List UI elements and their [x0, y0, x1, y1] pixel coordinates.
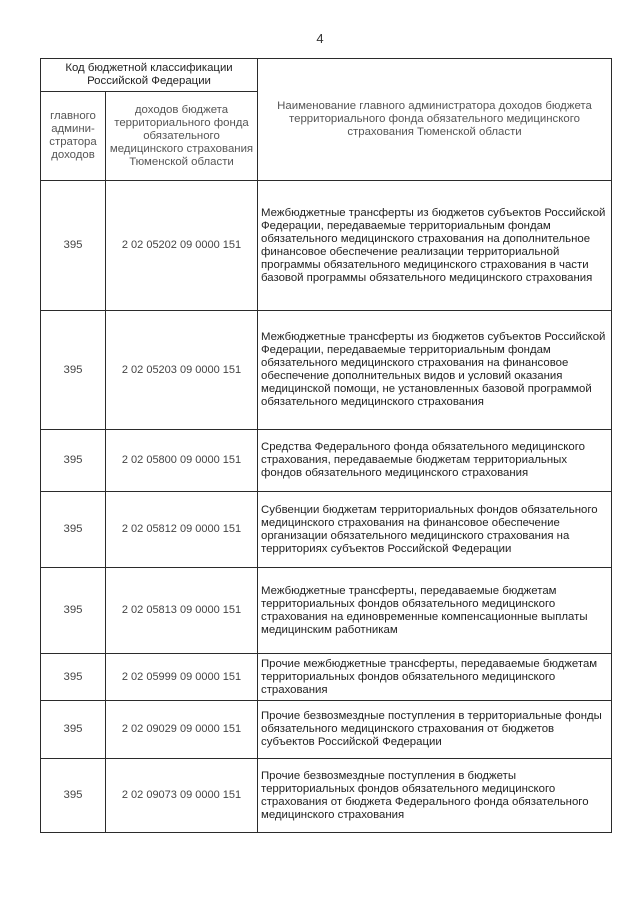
admin-code-cell: 395: [41, 181, 106, 311]
admin-code-cell: 395: [41, 568, 106, 654]
table-body: [41, 181, 612, 833]
revenue-code-cell: 2 02 05202 09 0000 151: [106, 181, 258, 311]
admin-code-cell: 395: [41, 430, 106, 492]
table-row: [41, 701, 612, 759]
header-administrator-name: Наименование главного администратора доходов бюджета территориального фонда обязательного медицинского страхования Тюменской области: [258, 59, 612, 181]
admin-code-cell: 395: [41, 701, 106, 759]
page-number: 4: [316, 31, 324, 46]
description-cell: Межбюджетные трансферты, передаваемые бюджетам территориальных фондов обязательного медицинского страхования на единовременные компенсационные выплаты медицинским работникам: [258, 568, 612, 654]
description-cell: Субвенции бюджетам территориальных фондов обязательного медицинского страхования на финансовое обеспечение организации обязательного медицинского страхования на территориях субъектов Российской Федерации: [258, 492, 612, 568]
header-classification-code: Код бюджетной классификации Российской Федерации: [41, 59, 258, 92]
revenue-code-cell: 2 02 05813 09 0000 151: [106, 568, 258, 654]
table-row: [41, 759, 612, 833]
description-cell: Межбюджетные трансферты из бюджетов субъектов Российской Федерации, передаваемые территориальным фондам обязательного медицинского страхования на дополнительное финансовое обеспечение реализации территориальной программы обязательного медицинского страхования в части базовой программы обязательного медицинского страхования: [258, 181, 612, 311]
header-revenue-code: доходов бюджета территориального фонда обязательного медицинского страхования Тюменской области: [106, 92, 258, 181]
revenue-code-cell: 2 02 05812 09 0000 151: [106, 492, 258, 568]
admin-code-cell: 395: [41, 759, 106, 833]
table-row: [41, 181, 612, 311]
revenue-code-cell: 2 02 09073 09 0000 151: [106, 759, 258, 833]
admin-code-cell: 395: [41, 492, 106, 568]
admin-code-cell: 395: [41, 311, 106, 430]
revenue-code-cell: 2 02 05203 09 0000 151: [106, 311, 258, 430]
table-row: [41, 430, 612, 492]
revenue-code-cell: 2 02 05800 09 0000 151: [106, 430, 258, 492]
description-cell: Прочие безвозмездные поступления в территориальные фонды обязательного медицинского страхования от бюджетов субъектов Российской Федерации: [258, 701, 612, 759]
description-cell: Средства Федерального фонда обязательного медицинского страхования, передаваемые бюджетам территориальных фондов обязательного медицинского страхования: [258, 430, 612, 492]
header-admin-code: главного админи-стратора доходов: [41, 92, 106, 181]
budget-classification-table: [40, 58, 612, 833]
table-row: [41, 568, 612, 654]
table-row: [41, 492, 612, 568]
table-row: [41, 654, 612, 701]
description-cell: Межбюджетные трансферты из бюджетов субъектов Российской Федерации, передаваемые территориальным фондам обязательного медицинского страхования на финансовое обеспечение дополнительных видов и условий оказания медицинской помощи, не установленных базовой программой обязательного медицинского страхования: [258, 311, 612, 430]
admin-code-cell: 395: [41, 654, 106, 701]
description-cell: Прочие межбюджетные трансферты, передаваемые бюджетам территориальных фондов обязательного медицинского страхования: [258, 654, 612, 701]
table-row: [41, 311, 612, 430]
description-cell: Прочие безвозмездные поступления в бюджеты территориальных фондов обязательного медицинского страхования от бюджета Федерального фонда обязательного медицинского страхования: [258, 759, 612, 833]
revenue-code-cell: 2 02 05999 09 0000 151: [106, 654, 258, 701]
table-header: [41, 59, 612, 181]
revenue-code-cell: 2 02 09029 09 0000 151: [106, 701, 258, 759]
